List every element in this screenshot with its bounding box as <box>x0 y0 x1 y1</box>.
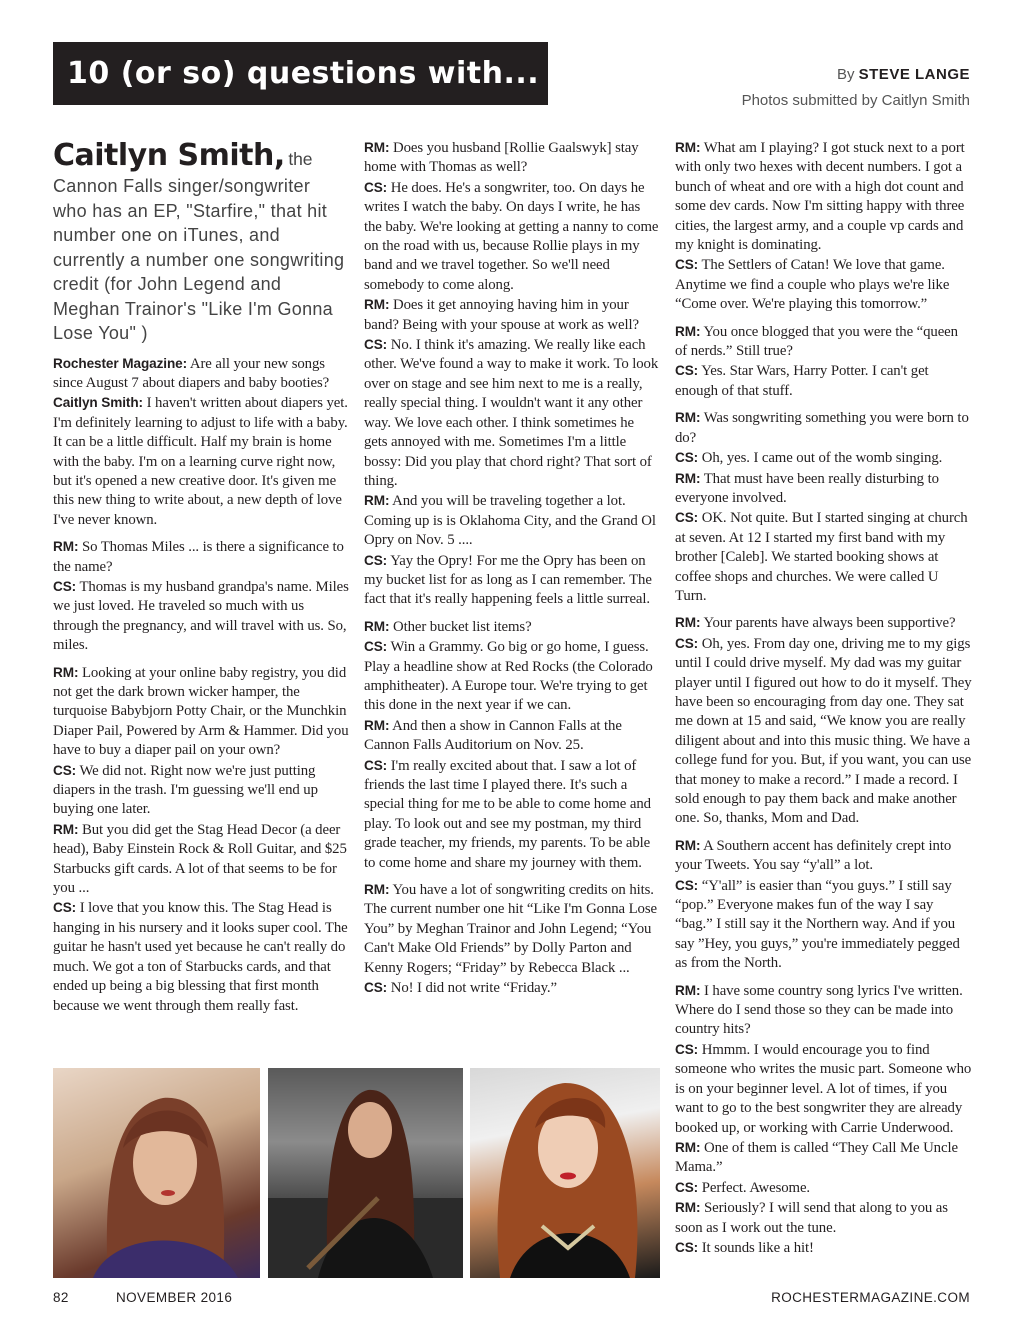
qa-paragraph <box>675 836 973 974</box>
speaker-text: And then a show in Cannon Falls at the Cannon Falls Auditorium on Nov. 25. <box>364 717 622 754</box>
article-column-1 <box>53 138 349 1023</box>
photo-portrait-1 <box>53 1068 260 1278</box>
page-number: 82 <box>53 1290 69 1305</box>
speaker-text: Looking at your online baby registry, you did not get the dark brown wicker hamper, the turquoise Babybjorn Potty Chair, or the Munchkin Diaper Pail, Powered by Arm & Hammer. Did you have to buy a diaper pail on your own? <box>53 664 349 759</box>
speaker-text: And you will be traveling together a lot. Coming up is is Oklahoma City, and the Grand Ol Opry on Nov. 5 .... <box>364 493 656 549</box>
author-line <box>742 66 970 84</box>
speaker-label: RM: <box>53 539 79 555</box>
speaker-text: Yay the Opry! For me the Opry has been on my bucket list for as long as I can remember. The fact that it's really happening feels a little surreal. <box>364 552 652 608</box>
photo-portrait-2 <box>268 1068 463 1278</box>
speaker-label: CS: <box>364 337 388 353</box>
speaker-label: RM: <box>675 323 701 339</box>
website: ROCHESTERMAGAZINE.COM <box>771 1290 970 1305</box>
speaker-label: CS: <box>675 1041 699 1057</box>
qa-paragraph <box>364 138 660 610</box>
speaker-text: Seriously? I will send that along to you as soon as I work out the tune. <box>675 1200 948 1236</box>
photo-portrait-2-image <box>268 1068 463 1278</box>
article-column-2 <box>364 138 660 1005</box>
qa-column-2 <box>364 138 660 998</box>
photo-portrait-3-image <box>470 1068 660 1278</box>
speaker-label: RM: <box>53 664 79 680</box>
speaker-label: RM: <box>675 470 701 486</box>
speaker-label: RM: <box>675 410 701 426</box>
qa-paragraph <box>675 981 973 1259</box>
speaker-label: CS: <box>53 762 77 778</box>
qa-paragraph <box>364 880 660 998</box>
intro <box>53 138 349 346</box>
article-column-3 <box>675 138 973 1265</box>
qa-column-1 <box>53 354 349 1016</box>
speaker-text: You have a lot of songwriting credits on hits. The current number one hit “Like I'm Gonna Lose You” by Meghan Trainor and John Legend; “You Can't Make Old Friends” by Dolly Parton and Kenny Rogers; “Friday” by Rebecca Black ... <box>364 882 657 976</box>
qa-paragraph <box>364 617 660 873</box>
speaker-label: CS: <box>675 257 699 273</box>
speaker-label: CS: <box>675 363 699 379</box>
issue-date: NOVEMBER 2016 <box>116 1290 233 1305</box>
speaker-text: It sounds like a hit! <box>701 1239 814 1256</box>
speaker-label: CS: <box>675 510 699 526</box>
speaker-text: Was songwriting something you were born to do? <box>675 410 969 446</box>
speaker-text: Your parents have always been supportive? <box>703 615 956 632</box>
speaker-label: RM: <box>675 1200 701 1216</box>
speaker-text: Thomas is my husband grandpa's name. Miles we just loved. He traveled so much with us through the pregnancy, and will travel with us. So, miles. <box>53 578 349 654</box>
speaker-text: Win a Grammy. Go big or go home, I guess. Play a headline show at Red Rocks (the Colorado amphitheater). A Europe tour. We're trying to get this done in the next year if we can. <box>364 639 653 714</box>
speaker-text: Yes. Star Wars, Harry Potter. I can't get enough of that stuff. <box>675 363 929 399</box>
speaker-text: Does it get annoying having him in your band? Being with your spouse at work as well? <box>364 297 639 333</box>
speaker-label: RM: <box>675 982 701 998</box>
speaker-text: I'm really excited about that. I saw a lot of friends the last time I played there. It's such a special thing for me to be able to come home and play. To look out and see my postman, my third grade teacher, my friends, my parents. To be able to come home and share my journey with them. <box>364 757 651 871</box>
section-title: 10 (or so) questions with... <box>53 42 548 105</box>
speaker-label: Rochester Magazine: <box>53 355 188 371</box>
speaker-label: RM: <box>364 297 390 313</box>
speaker-text: I haven't written about diapers yet. I'm definitely learning to adjust to life with a baby. It can be a little difficult. Half my brain is home with the baby. I'm on a learning curve right now, but it's opened a new creative door. It's given me this new thing to write about, a new depth of love I've never known. <box>53 395 348 528</box>
speaker-text: I have some country song lyrics I've written. Where do I send those so they can be made into country hits? <box>675 982 963 1038</box>
speaker-label: CS: <box>364 639 388 655</box>
speaker-label: CS: <box>364 552 388 568</box>
speaker-text: No! I did not write “Friday.” <box>390 980 557 997</box>
speaker-label: CS: <box>675 1179 699 1195</box>
speaker-text: Does you husband [Rollie Gaalswyk] stay home with Thomas as well? <box>364 140 639 176</box>
speaker-label: CS: <box>675 877 699 893</box>
qa-paragraph <box>675 322 973 402</box>
intro-lede-start: the <box>288 149 313 169</box>
speaker-text: Other bucket list items? <box>392 618 532 635</box>
speaker-text: I love that you know this. The Stag Head is hanging in his nursery and it looks super cool. The guitar he hasn't used yet because he can't really do much. We got a ton of Starbucks cards, and that ended up being a big blessing that first month because we went through them really fast. <box>53 900 348 1014</box>
speaker-text: He does. He's a songwriter, too. On days he writes I watch the baby. On days I write, he has the baby. We're looking at getting a nanny to come on the road with us, because Rollie plays in my band and we travel together. So we'll need somebody to come along. <box>364 179 659 293</box>
speaker-label: CS: <box>364 980 388 996</box>
photo-portrait-1-image <box>53 1068 260 1278</box>
speaker-text: We did not. Right now we're just putting diapers in the trash. I'm guessing we'll end up buying one later. <box>53 762 318 818</box>
speaker-text: A Southern accent has definitely crept into your Tweets. You say “y'all” a lot. <box>675 837 952 874</box>
speaker-text: OK. Not quite. But I started singing at church at seven. At 12 I started my first band with my brother [Caleb]. We started booking shows at coffee shops and churches. We were called U Turn. <box>675 510 968 604</box>
speaker-text: But you did get the Stag Head Decor (a deer head), Baby Einstein Rock & Roll Guitar, and $25 Starbucks gift cards. A lot of that seems to be for you ... <box>53 821 347 897</box>
speaker-label: CS: <box>675 450 699 466</box>
speaker-label: RM: <box>364 618 390 634</box>
qa-paragraph <box>675 408 973 606</box>
subject-name: Caitlyn Smith, <box>53 138 285 173</box>
speaker-label: CS: <box>675 635 699 651</box>
qa-paragraph <box>675 613 973 828</box>
qa-paragraph <box>53 354 349 531</box>
speaker-label: CS: <box>364 757 388 773</box>
speaker-text: That must have been really disturbing to everyone involved. <box>675 470 939 506</box>
speaker-text: No. I think it's amazing. We really like each other. We've found a way to make it work. To look over on stage and see him next to me is a really, really special thing. I wouldn't want it any other way. We love each other. I think sometimes he gets annoyed with me. Sometimes I'm a little bossy: Did you play that chord right? That sort of thing. <box>364 337 659 489</box>
author-name: STEVE LANGE <box>858 66 970 83</box>
speaker-label: CS: <box>675 1239 699 1255</box>
speaker-label: RM: <box>364 140 390 155</box>
qa-paragraph <box>675 138 973 315</box>
speaker-text: Perfect. Awesome. <box>701 1179 811 1196</box>
speaker-text: Hmmm. I would encourage you to find someone who writes the music part. Someone who is on your beginner level. A lot of times, if you want to go to the best songwriter they are already booked up, or working with Carrie Underwood. <box>675 1041 972 1136</box>
speaker-text: One of them is called “They Call Me Uncle Mama.” <box>675 1139 958 1176</box>
speaker-label: RM: <box>675 615 701 631</box>
speaker-text: What am I playing? I got stuck next to a port with only two hexes with decent numbers. I got a bunch of wheat and ore with a high dot count and some dev cards. Now I'm sitting happy with three cities, the largest army, and a couple vp cards and my knight is dominating. <box>675 140 965 254</box>
speaker-text: “Y'all” is easier than “you guys.” I still say “pop.” Everyone makes fun of the way I say “bag.” I still say it the Northern way. And if you say ”Hey, you guys,” you're immediately pegged as from the North. <box>675 877 960 972</box>
speaker-label: Caitlyn Smith: <box>53 395 143 411</box>
by-label: By <box>836 66 855 83</box>
speaker-text: So Thomas Miles ... is there a significance to the name? <box>53 539 344 575</box>
byline <box>742 66 970 109</box>
intro-lede: Cannon Falls singer/songwriter who has an EP, "Starfire," that hit number one on iTunes, and currently a number one songwriting credit (for John Legend and Meghan Trainor's "Like I'm Gonna Lose You" ) <box>53 176 345 343</box>
speaker-label: RM: <box>675 837 701 853</box>
photo-portrait-3 <box>470 1068 660 1278</box>
speaker-label: CS: <box>364 179 388 195</box>
speaker-label: CS: <box>53 900 77 916</box>
speaker-label: RM: <box>364 493 390 509</box>
speaker-text: You once blogged that you were the “queen of nerds.” Still true? <box>675 323 958 360</box>
speaker-label: CS: <box>53 578 77 594</box>
speaker-label: RM: <box>364 882 390 898</box>
speaker-text: Are all your new songs since August 7 about diapers and baby booties? <box>53 355 330 391</box>
speaker-label: RM: <box>675 140 701 155</box>
speaker-label: RM: <box>53 821 79 837</box>
qa-paragraph <box>53 663 349 1016</box>
speaker-text: Oh, yes. From day one, driving me to my gigs until I could drive myself. My dad was my guitar player until I figured out how to do it myself. They have been so encouraging from day one. They sat me down at 15 and said, “We know you are really diligent about and into this music thing. We have a college fund for you. But, if you want, you can use that money to make a record.” I made a record. I sold enough to pay them back and make another one. So, thanks, Mom and Dad. <box>675 635 972 827</box>
speaker-label: RM: <box>675 1139 701 1155</box>
photo-credit: Photos submitted by Caitlyn Smith <box>741 92 970 109</box>
qa-column-3 <box>675 138 973 1258</box>
speaker-text: The Settlers of Catan! We love that game. Anytime we find a couple who plays we're like “Come over. We're playing this tomorrow.” <box>675 257 950 313</box>
qa-paragraph <box>53 537 349 655</box>
speaker-text: Oh, yes. I came out of the womb singing. <box>701 450 943 467</box>
speaker-label: RM: <box>364 717 390 733</box>
